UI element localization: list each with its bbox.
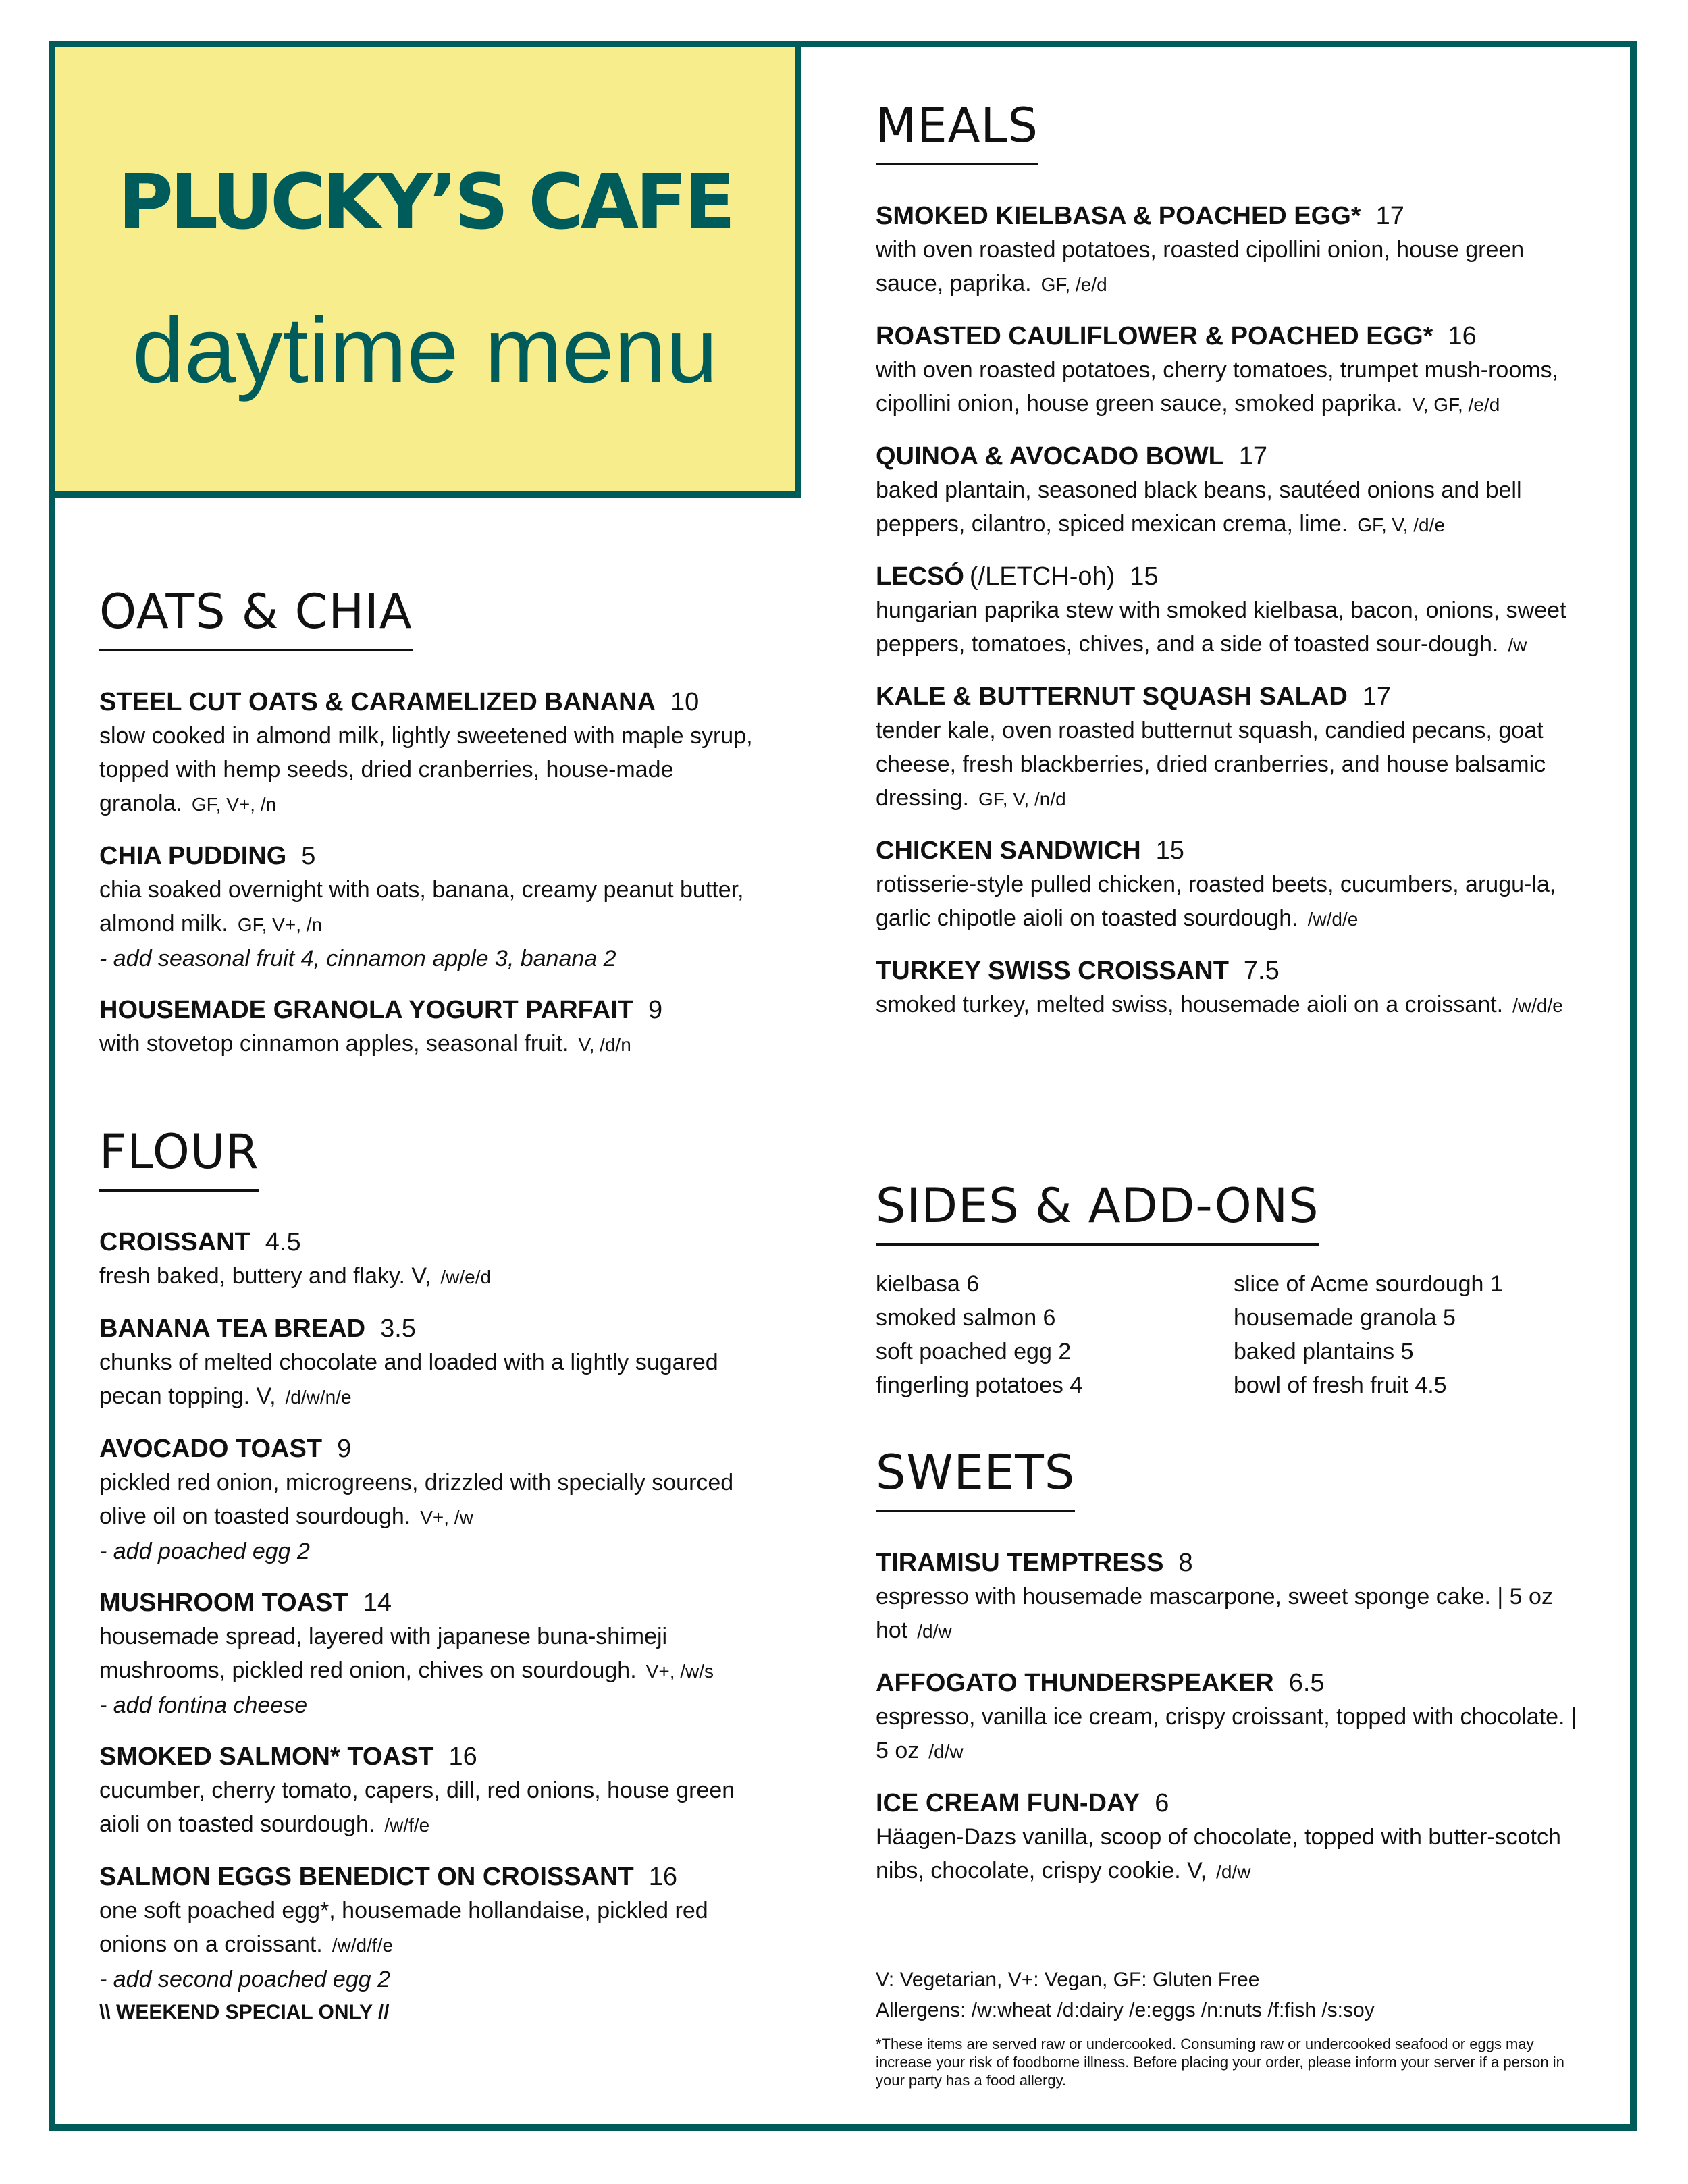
menu-item-tags: /d/w: [1216, 1861, 1251, 1882]
menu-item: [876, 680, 1591, 816]
menu-item-header: [876, 680, 1591, 714]
menu-item-header: [876, 834, 1591, 868]
sides-left-column: [876, 1267, 1234, 1402]
menu-item-description-text: hungarian paprika stew with smoked kielbasa, bacon, onions, sweet peppers, tomatoes, chives, and a side of toasted sour-dough.: [876, 597, 1566, 657]
menu-item-description-text: with oven roasted potatoes, roasted cipollini onion, house green sauce, paprika.: [876, 237, 1525, 296]
menu-item-description: [876, 1580, 1591, 1649]
menu-item-name: HOUSEMADE GRANOLA YOGURT PARFAIT: [99, 996, 633, 1024]
menu-item-description-text: fresh baked, buttery and flaky. V,: [99, 1263, 431, 1289]
menu-item-price: 8: [1178, 1549, 1193, 1577]
section-sweets: [876, 1445, 1591, 1889]
menu-item-name: KALE & BUTTERNUT SQUASH SALAD: [876, 683, 1348, 711]
menu-item-header: [99, 685, 774, 719]
menu-item: [876, 954, 1591, 1023]
menu-item-description: [99, 1346, 774, 1414]
menu-item-description-text: espresso, vanilla ice cream, crispy croissant, topped with chocolate. | 5 oz: [876, 1704, 1577, 1763]
menu-item-description: [876, 593, 1591, 662]
menu-item-header: [876, 1546, 1591, 1580]
menu-item-description: [99, 1259, 774, 1294]
menu-item-tags: GF, V, /n/d: [978, 789, 1066, 809]
menu-item-header: [99, 1860, 774, 1894]
menu-item: [876, 199, 1591, 302]
menu-item-description: [876, 1820, 1591, 1889]
menu-subtitle: daytime menu: [132, 298, 718, 402]
menu-item-header: [99, 1586, 774, 1620]
menu-item-header: [99, 993, 774, 1027]
menu-item-description-text: with oven roasted potatoes, cherry tomatoes, trumpet mush-rooms, cipollini onion, house green sauce, smoked paprika.: [876, 357, 1559, 417]
menu-item-header: [876, 954, 1591, 988]
menu-item-name: SMOKED SALMON* TOAST: [99, 1742, 434, 1771]
menu-item-header: [876, 560, 1591, 593]
menu-item-name: TURKEY SWISS CROISSANT: [876, 957, 1229, 985]
menu-item-header: [99, 1740, 774, 1774]
menu-item-name: STEEL CUT OATS & CARAMELIZED BANANA: [99, 688, 656, 716]
menu-item-tags: /w/f/e: [384, 1815, 430, 1836]
menu-item-price: 16: [648, 1863, 677, 1891]
menu-item-header: [99, 1225, 774, 1259]
menu-item: [99, 1225, 774, 1294]
menu-item-header: [876, 440, 1591, 473]
side-item: kielbasa 6: [876, 1271, 980, 1297]
menu-item-description: [99, 1894, 774, 1963]
menu-item-addon-note: - add seasonal fruit 4, cinnamon apple 3, banana 2: [99, 946, 616, 971]
menu-item-description: [876, 988, 1591, 1023]
menu-item-price: 16: [1448, 322, 1477, 350]
menu-item-description: [876, 1700, 1591, 1769]
menu-item-tags: GF, /e/d: [1040, 274, 1107, 295]
title-box: [49, 41, 801, 498]
menu-item-price: 6: [1155, 1789, 1169, 1817]
menu-item-header: [876, 199, 1591, 233]
menu-item-description-text: rotisserie-style pulled chicken, roasted beets, cucumbers, arugu-la, garlic chipotle aioli on toasted sourdough.: [876, 872, 1556, 931]
section-title: MEALS: [876, 98, 1038, 165]
menu-item-description-text: one soft poached egg*, housemade hollandaise, pickled red onions on a croissant.: [99, 1898, 708, 1957]
menu-item-name: LECSÓ: [876, 562, 964, 591]
section-flour: [99, 1124, 774, 2029]
sides-right-column: [1234, 1267, 1591, 1402]
menu-item-price: 4.5: [265, 1228, 301, 1256]
menu-item-name: BANANA TEA BREAD: [99, 1314, 366, 1343]
menu-item-price: 15: [1130, 562, 1159, 591]
menu-item-name: CHICKEN SANDWICH: [876, 836, 1141, 865]
menu-item-tags: /w: [1508, 635, 1527, 656]
menu-item-description-text: smoked turkey, melted swiss, housemade aioli on a croissant.: [876, 992, 1504, 1017]
menu-item: [99, 839, 774, 976]
menu-item-tags: /w/e/d: [440, 1267, 492, 1287]
menu-item-description-text: chunks of melted chocolate and loaded with a lightly sugared pecan topping. V,: [99, 1350, 718, 1409]
section-title: OATS & CHIA: [99, 584, 413, 651]
menu-item-description: [876, 714, 1591, 816]
menu-item: [876, 1666, 1591, 1769]
side-item: slice of Acme sourdough 1: [1234, 1271, 1503, 1297]
menu-item-price: 9: [337, 1435, 352, 1463]
menu-item-description-text: espresso with housemade mascarpone, sweet sponge cake. | 5 oz hot: [876, 1584, 1553, 1643]
menu-item: [876, 319, 1591, 422]
menu-item-tags: V+, /w: [420, 1507, 473, 1528]
menu-item-description: [99, 1774, 774, 1842]
menu-item-addon-note: - add poached egg 2: [99, 1539, 310, 1564]
menu-item-price: 5: [301, 842, 316, 870]
side-item: baked plantains 5: [1234, 1339, 1414, 1364]
menu-item-price: 9: [648, 996, 663, 1024]
menu-item-header: [99, 1432, 774, 1466]
menu-item-name: QUINOA & AVOCADO BOWL: [876, 442, 1224, 471]
menu-item: [876, 1546, 1591, 1649]
menu-item-price: 16: [448, 1742, 477, 1771]
cafe-name: PLUCKY’S CAFE: [117, 159, 733, 246]
menu-item-tags: /w/d/f/e: [332, 1935, 394, 1956]
menu-item-tags: /d/w: [917, 1621, 952, 1642]
menu-item-name: ROASTED CAULIFLOWER & POACHED EGG*: [876, 322, 1433, 350]
menu-item: [99, 1586, 774, 1722]
menu-item-description: [99, 1466, 774, 1535]
menu-item-tags: /w/d/e: [1512, 995, 1563, 1016]
menu-item-price: 7.5: [1243, 957, 1280, 985]
menu-item: [99, 993, 774, 1062]
menu-item-tags: V, /d/n: [578, 1034, 631, 1055]
menu-item-description: [876, 353, 1591, 422]
menu-item-tags: /d/w: [928, 1741, 964, 1762]
section-title: FLOUR: [99, 1124, 259, 1192]
menu-item-description-text: baked plantain, seasoned black beans, sautéed onions and bell peppers, cilantro, spiced mexican crema, lime.: [876, 477, 1522, 537]
menu-item-price: 17: [1362, 683, 1392, 711]
menu-item: [99, 1860, 774, 2029]
menu-item-description: [99, 719, 774, 822]
menu-item-tags: GF, V, /d/e: [1357, 514, 1445, 535]
menu-item-price: 17: [1375, 202, 1404, 230]
menu-item-description-text: chia soaked overnight with oats, banana, creamy peanut butter, almond milk.: [99, 877, 744, 936]
menu-item-description: [876, 233, 1591, 302]
menu-item-price: 3.5: [380, 1314, 416, 1343]
menu-item-name: MUSHROOM TOAST: [99, 1589, 348, 1617]
menu-item-addon-note: - add second poached egg 2: [99, 1967, 391, 1992]
menu-item-name: SALMON EGGS BENEDICT ON CROISSANT: [99, 1863, 634, 1891]
weekend-special-note: \\ WEEKEND SPECIAL ONLY //: [99, 2001, 390, 2023]
menu-item-name: CROISSANT: [99, 1228, 250, 1256]
menu-item-description-text: housemade spread, layered with japanese buna-shimeji mushrooms, pickled red onion, chives on sourdough.: [99, 1624, 668, 1683]
menu-item-header: [876, 1786, 1591, 1820]
allergen-legend: Allergens: /w:wheat /d:dairy /e:eggs /n:nuts /f:fish /s:soy: [876, 1999, 1375, 2021]
menu-item-tags: GF, V+, /n: [191, 794, 277, 815]
menu-item-description: [99, 1027, 774, 1062]
menu-item: [99, 1740, 774, 1842]
menu-item-description-text: slow cooked in almond milk, lightly sweetened with maple syrup, topped with hemp seeds, dried cranberries, house-made granola.: [99, 723, 753, 816]
menu-item-description-text: Häagen-Dazs vanilla, scoop of chocolate, topped with butter-scotch nibs, chocolate, crispy cookie. V,: [876, 1824, 1561, 1884]
menu-item-name: CHIA PUDDING: [99, 842, 287, 870]
section-title: SWEETS: [876, 1445, 1075, 1512]
section-sides: [876, 1178, 1591, 1402]
menu-item-price: 10: [670, 688, 700, 716]
side-item: soft poached egg 2: [876, 1339, 1072, 1364]
section-oats-chia: [99, 584, 774, 1062]
menu-item-pronunciation: (/LETCH-oh): [969, 562, 1115, 591]
menu-item-description-text: pickled red onion, microgreens, drizzled with specially sourced olive oil on toasted sourdough.: [99, 1470, 734, 1529]
side-item: fingerling potatoes 4: [876, 1373, 1083, 1398]
diet-legend: V: Vegetarian, V+: Vegan, GF: Gluten Free: [876, 1969, 1260, 1991]
menu-item-price: 6.5: [1288, 1669, 1325, 1697]
menu-item-description: [876, 473, 1591, 542]
menu-item-price: 15: [1155, 836, 1184, 865]
menu-item: [99, 1432, 774, 1568]
menu-item-price: 14: [363, 1589, 392, 1617]
menu-item-tags: /w/d/e: [1307, 909, 1359, 930]
menu-item: [99, 1312, 774, 1414]
menu-item-tags: V, GF, /e/d: [1412, 394, 1500, 415]
menu-item-name: ICE CREAM FUN-DAY: [876, 1789, 1140, 1817]
menu-item-description-text: cucumber, cherry tomato, capers, dill, red onions, house green aioli on toasted sourdough.: [99, 1778, 735, 1837]
menu-item-header: [99, 1312, 774, 1346]
menu-item-name: SMOKED KIELBASA & POACHED EGG*: [876, 202, 1361, 230]
menu-item-tags: /d/w/n/e: [285, 1387, 352, 1408]
menu-item-description: [876, 868, 1591, 936]
menu-item-name: TIRAMISU TEMPTRESS: [876, 1549, 1164, 1577]
menu-item: [876, 560, 1591, 662]
side-item: housemade granola 5: [1234, 1305, 1456, 1331]
menu-item-header: [99, 839, 774, 873]
raw-food-disclaimer: *These items are served raw or undercooked. Consuming raw or undercooked seafood or eggs may increase your risk of foodborne illness. Before placing your order, please inform your server if a person in your party has a food allergy.: [876, 2035, 1564, 2089]
section-meals: [876, 98, 1591, 1023]
menu-item-description: [99, 873, 774, 942]
section-title: SIDES & ADD-ONS: [876, 1178, 1319, 1246]
menu-item: [99, 685, 774, 822]
menu-item-header: [876, 319, 1591, 353]
menu-item-name: AVOCADO TOAST: [99, 1435, 323, 1463]
menu-item-price: 17: [1238, 442, 1268, 471]
side-item: bowl of fresh fruit 4.5: [1234, 1373, 1447, 1398]
menu-item-description-text: tender kale, oven roasted butternut squash, candied pecans, goat cheese, fresh blackberries, dried cranberries, and house balsamic dressing.: [876, 718, 1546, 811]
side-item: smoked salmon 6: [876, 1305, 1056, 1331]
menu-item: [876, 834, 1591, 936]
menu-item-addon-note: - add fontina cheese: [99, 1693, 308, 1718]
menu-item-tags: GF, V+, /n: [237, 914, 323, 935]
menu-item-description: [99, 1620, 774, 1688]
menu-item: [876, 1786, 1591, 1889]
menu-footer: [876, 1965, 1564, 2089]
menu-item-name: AFFOGATO THUNDERSPEAKER: [876, 1669, 1274, 1697]
menu-item-header: [876, 1666, 1591, 1700]
menu-item: [876, 440, 1591, 542]
menu-item-tags: V+, /w/s: [645, 1661, 714, 1682]
menu-item-description-text: with stovetop cinnamon apples, seasonal fruit.: [99, 1031, 569, 1057]
